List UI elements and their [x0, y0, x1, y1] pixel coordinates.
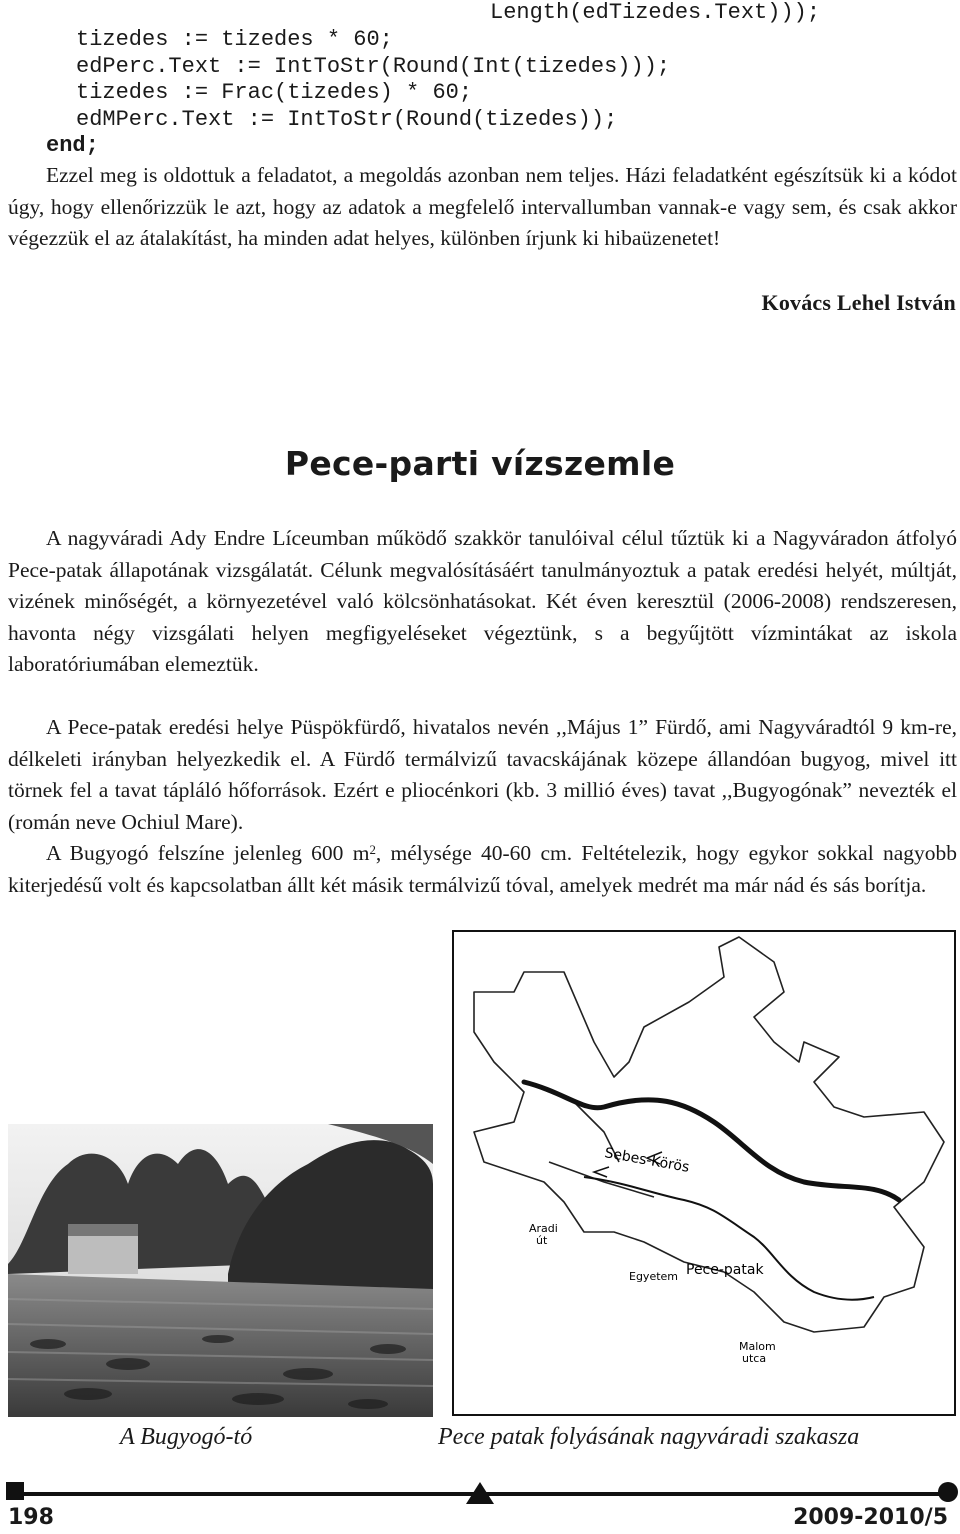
- code-line: edPerc.Text := IntToStr(Round(Int(tizedes)));: [76, 54, 671, 79]
- author-signature: Kovács Lehel István: [761, 290, 956, 315]
- article-title: Pece-parti vízszemle: [284, 444, 676, 483]
- map-label-street-malom: Malom: [739, 1340, 776, 1353]
- issue-number: 2009-2010/5: [793, 1505, 948, 1530]
- map-caption: Pece patak folyásának nagyváradi szakasza: [438, 1424, 860, 1450]
- code-line: edMPerc.Text := IntToStr(Round(tizedes));: [76, 107, 618, 132]
- code-line: tizedes := tizedes * 60;: [76, 27, 393, 52]
- code-line: tizedes := Frac(tizedes) * 60;: [76, 80, 473, 105]
- footer-triangle-marker: [466, 1482, 494, 1504]
- article-paragraph-1: [8, 523, 957, 681]
- article-paragraph-text-b: , mélysége 40-60 cm. Feltételezik, hogy egykor sokkal nagyobb kiterjedésű volt és kapcsolatban állt két másik termálvizű tóval, amelyek medrét ma már nád és sás borítja.: [8, 841, 957, 897]
- article-paragraph-text: A Pece-patak eredési helye Püspökfürdő, hivatalos nevén ,,Május 1” Fürdő, ami Nagyváradtól 9 km-re, délkeleti irányban helyezkedik el. A Fürdő termálvizű tavacskájának közepe állandóan bugyog, mivel itt törnek fel a tavat tápláló hőforrások. Ezért e pliocénkori (kb. 3 millió éves) tavat ,,Bugyogónak” nevezték el (román neve Ochiul Mare).: [8, 715, 957, 834]
- article-paragraph-text-a: A Bugyogó felszíne jelenleg 600 m: [46, 841, 370, 865]
- code-line-end-keyword: end;: [46, 133, 99, 158]
- lake-photo-image: [8, 1124, 433, 1417]
- map-label-river: Sebes-Körös: [603, 1145, 691, 1176]
- intro-paragraph-text: Ezzel meg is oldottuk a feladatot, a megoldás azonban nem teljes. Házi feladatként egészítsük ki a kódot úgy, hogy ellenőrizzük le azt, hogy az adatok a megfelelő intervallumban vannak-e vagy sem, és csak akkor végezzük el az átalakítást, ha minden adat helyes, különben írjunk ki hibaüzenetet!: [8, 163, 957, 250]
- map-label-stream: Pece-patak: [686, 1262, 764, 1278]
- page-number: 198: [8, 1505, 54, 1530]
- lake-photo: [8, 1124, 433, 1417]
- map-label-street-aradi-2: út: [536, 1234, 548, 1247]
- map-label-street-aradi: Aradi: [529, 1222, 558, 1235]
- article-paragraph-3: [8, 838, 957, 901]
- map-label-street-malom-2: utca: [742, 1352, 767, 1365]
- intro-paragraph: [8, 160, 957, 255]
- footer-square-marker: [6, 1482, 24, 1500]
- stream-map-drawing: [454, 932, 954, 1414]
- superscript-two: 2: [369, 842, 376, 857]
- footer-circle-marker: [938, 1482, 958, 1502]
- map-label-street-egyetem: Egyetem: [629, 1270, 679, 1283]
- stream-map: [452, 930, 956, 1416]
- article-paragraph-2: [8, 712, 957, 838]
- photo-caption: A Bugyogó-tó: [120, 1424, 253, 1450]
- code-line: Length(edTizedes.Text)));: [490, 0, 821, 25]
- article-paragraph-text: A nagyváradi Ady Endre Líceumban működő szakkör tanulóival célul tűztük ki a Nagyváradon átfolyó Pece-patak állapotának vizsgálatát. Célunk megvalósításáért tanulmányoztuk a patak eredési helyét, múltját, vizének minőségét, a környezetével való kölcsönhatásokat. Két éven keresztül (2006-2008) rendszeresen, havonta négy vizsgálati helyen megfigyeléseket végeztünk, s a begyűjtött vízmintákat az iskola laboratóriumában elemeztük.: [8, 526, 957, 676]
